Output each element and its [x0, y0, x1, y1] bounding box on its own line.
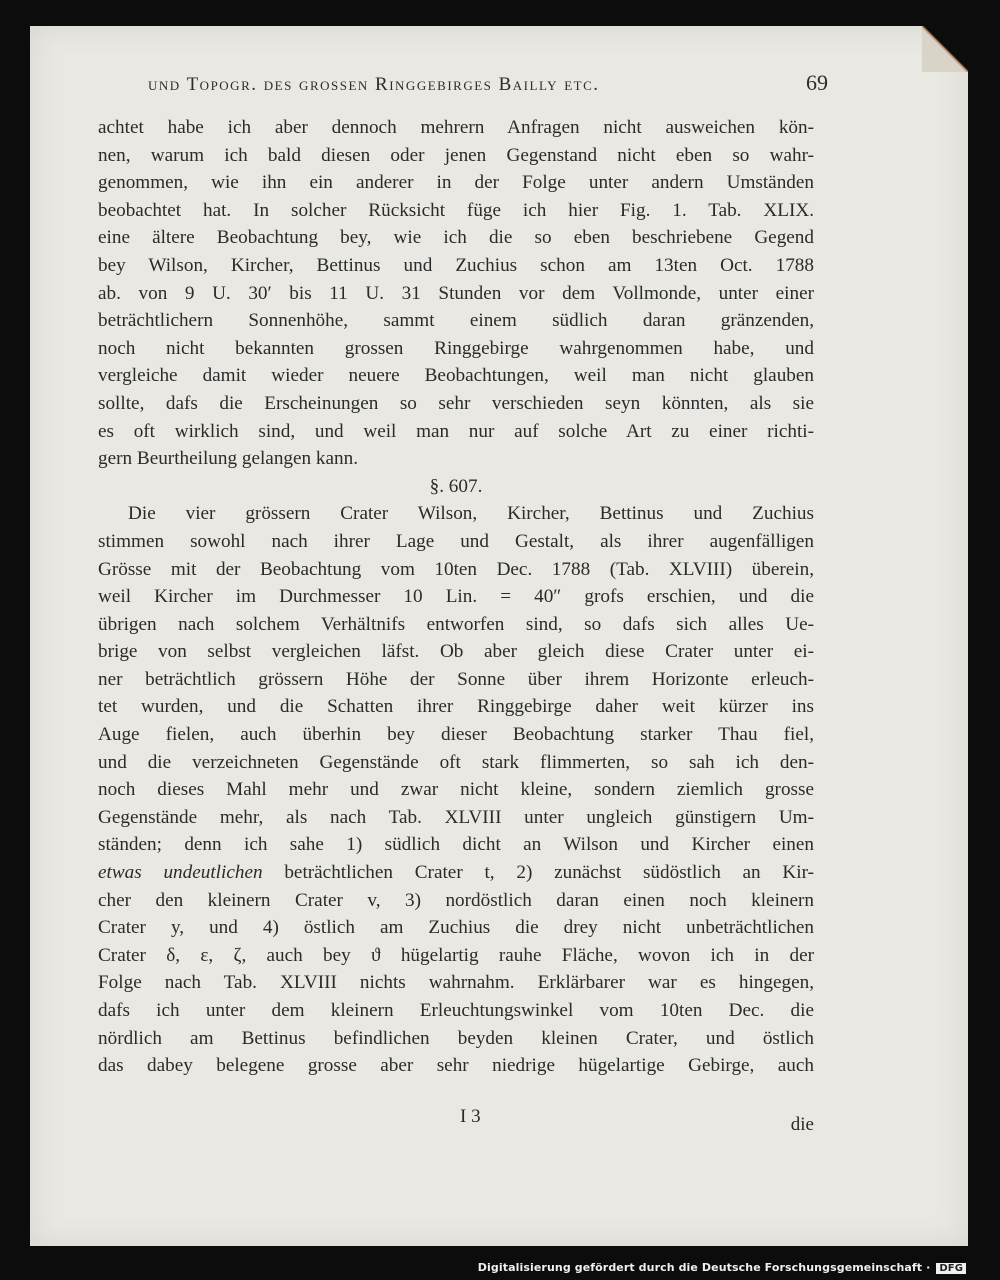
text-line: eine ältere Beobachtung bey, wie ich die so eben beschriebene Gegend — [98, 227, 814, 249]
text-line: noch dieses Mahl mehr und zwar nicht kleine, sondern ziemlich grosse — [98, 779, 814, 801]
body-text — [98, 114, 814, 1080]
text-line: genommen, wie ihn ein anderer in der Folge unter andern Umständen — [98, 172, 814, 194]
text-line: Crater δ, ε, ζ, auch bey ϑ hügelartig rauhe Fläche, wovon ich in der — [98, 944, 814, 966]
running-title: und Topogr. des grossen Ringgebirges Bailly etc. — [148, 74, 600, 95]
text-line: übrigen nach solchem Verhältnifs entworfen sind, so dafs sich alles Ue- — [98, 613, 814, 635]
credit-text: Digitalisierung gefördert durch die Deutsche Forschungsgemeinschaft · — [477, 1261, 931, 1274]
text-line: cher den kleinern Crater v, 3) nordöstlich daran einen noch kleinern — [98, 889, 814, 911]
text-line: gern Beurtheilung gelangen kann. — [98, 448, 359, 470]
text-line: achtet habe ich aber dennoch mehrern Anfragen nicht ausweichen kön- — [98, 117, 814, 138]
text-line: Auge fielen, auch überhin bey dieser Beobachtung starker Thau fiel, — [98, 724, 814, 746]
dfg-logo: DFG — [936, 1263, 966, 1274]
signature-mark: I 3 — [460, 1106, 481, 1127]
text-line: Crater y, und 4) östlich am Zuchius die drey nicht unbeträchtlichen — [98, 917, 814, 939]
text-line: und die verzeichneten Gegenstände oft stark flimmerten, so sah ich den- — [98, 751, 814, 773]
section-heading: §. 607. — [429, 475, 483, 497]
text-line: ab. von 9 U. 30′ bis 11 U. 31 Stunden vor dem Vollmonde, unter einer — [98, 282, 814, 304]
text-line: stimmen sowohl nach ihrer Lage und Gestalt, als ihrer augenfälligen — [98, 530, 814, 552]
catchword: die — [790, 1114, 814, 1135]
text-line: dafs ich unter dem kleinern Erleuchtungswinkel vom 10ten Dec. die — [98, 1000, 814, 1021]
text-line: tet wurden, und die Schatten ihrer Ringgebirge daher weit kürzer ins — [98, 696, 814, 718]
running-header — [148, 70, 828, 96]
text-line: es oft wirklich sind, und weil man nur auf solche Art zu einer richti- — [98, 420, 814, 442]
italic-phrase: etwas undeutlichen — [98, 862, 263, 884]
text-line: Folge nach Tab. XLVIII nichts wahrnahm. Erklärbarer war es hingegen, — [98, 972, 814, 994]
text-line: das dabey belegene grosse aber sehr niedrige hügelartige Gebirge, auch — [98, 1055, 814, 1077]
book-page — [30, 26, 968, 1246]
text-line: nen, warum ich bald diesen oder jenen Gegenstand nicht eben so wahr- — [98, 144, 814, 166]
text-line: brige von selbst vergleichen läfst. Ob aber gleich diese Crater unter ei- — [98, 641, 814, 663]
text-line: ständen; denn ich sahe 1) südlich dicht an Wilson und Kircher einen — [98, 834, 814, 856]
text-line: Die vier grössern Crater Wilson, Kircher, Bettinus und Zuchius — [128, 503, 814, 525]
text-line: beobachtet hat. In solcher Rücksicht füge ich hier Fig. 1. Tab. XLIX. — [98, 199, 814, 221]
text-line-italic — [98, 859, 814, 887]
text-line: nördlich am Bettinus befindlichen beyden kleinen Crater, und östlich — [98, 1027, 814, 1049]
text-line: noch nicht bekannten grossen Ringgebirge wahrgenommen habe, und — [98, 337, 814, 359]
text-line: Gegenstände mehr, als nach Tab. XLVIII unter ungleich günstigern Um- — [98, 806, 814, 828]
text-line: beträchtlichern Sonnenhöhe, sammt einem südlich daran gränzenden, — [98, 310, 814, 332]
text-line: ner beträchtlich grössern Höhe der Sonne über ihrem Horizonte erleuch- — [98, 668, 814, 690]
text-line: weil Kircher im Durchmesser 10 Lin. = 40″ grofs erschien, und die — [98, 586, 814, 608]
text-line: sollte, dafs die Erscheinungen so sehr verschieden seyn könnten, als sie — [98, 392, 814, 414]
folded-corner — [922, 26, 968, 72]
text-line: bey Wilson, Kircher, Bettinus und Zuchius schon am 13ten Oct. 1788 — [98, 254, 814, 276]
text-line: Grösse mit der Beobachtung vom 10ten Dec. 1788 (Tab. XLVIII) überein, — [98, 558, 814, 580]
digitization-credit — [478, 1261, 966, 1274]
text-segment: beträchtlichen Crater t, 2) zunächst südöstlich an Kir- — [262, 862, 814, 884]
page-number: 69 — [806, 70, 828, 95]
text-line: vergleiche damit wieder neuere Beobachtungen, weil man nicht glauben — [98, 365, 814, 387]
